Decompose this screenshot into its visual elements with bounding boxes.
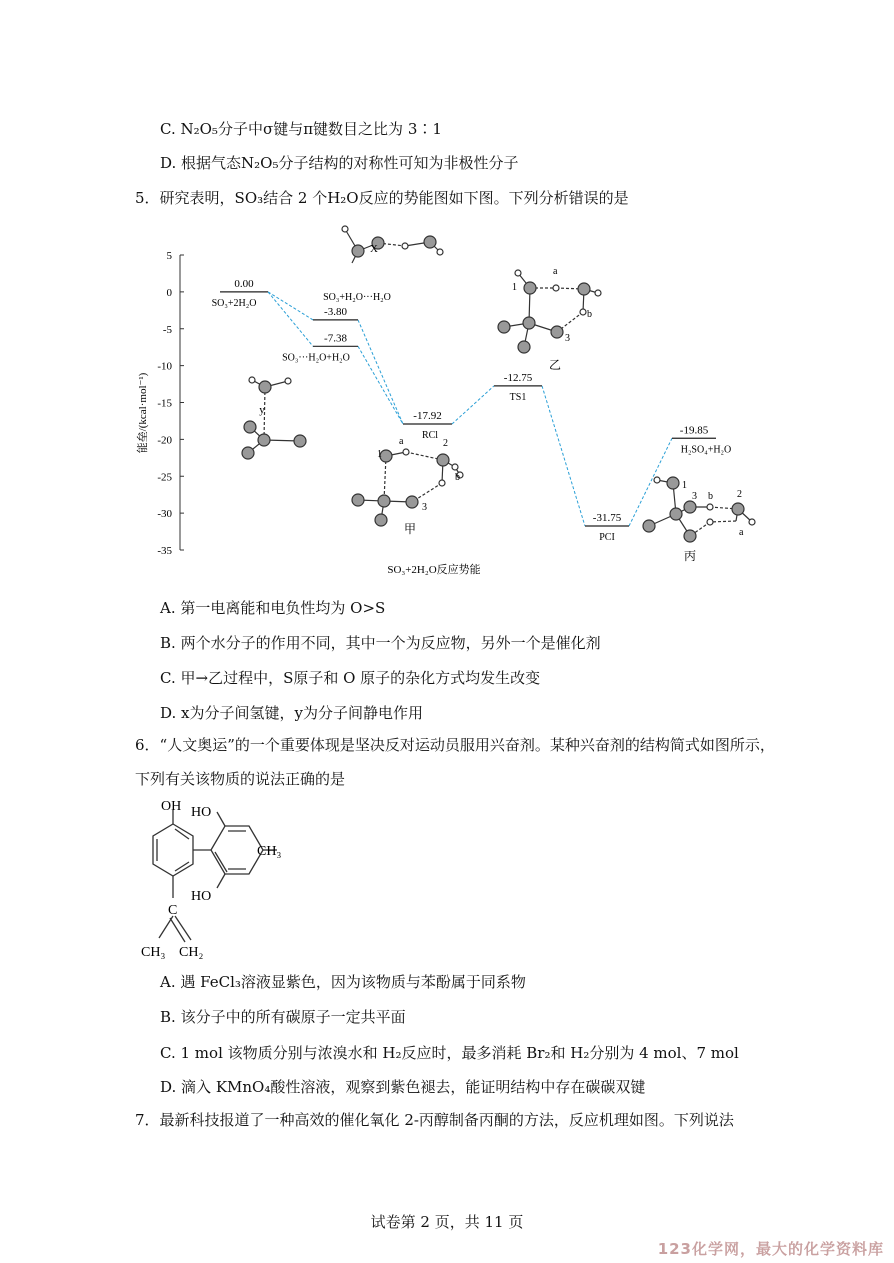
q6-option-d: D. 滴入 KMnO₄酸性溶液，观察到紫色褪去，能证明结构中存在碳碳双键: [160, 1078, 646, 1096]
level-label: RCl: [421, 430, 439, 442]
bing-caption: 丙: [683, 549, 697, 563]
y-tick-label: -15: [157, 397, 172, 410]
molecule-x-complex: [342, 226, 443, 263]
y-axis-label: 能垒/(kcal·mol⁻¹): [137, 372, 149, 454]
page-footer: 试卷第 2 页，共 11 页: [370, 1213, 524, 1231]
energy-value: -3.80: [324, 305, 347, 318]
q5-option-b: B. 两个水分子的作用不同，其中一个为反应物，另外一个是催化剂: [160, 634, 601, 652]
level-label: H₂SO₄+H₂O: [680, 444, 732, 456]
bing-label-b: b: [708, 491, 713, 502]
jia-label-1: 1: [377, 449, 382, 460]
molecule-y-complex: [242, 377, 306, 459]
chart-title: SO₃+2H₂O反应势能: [387, 564, 481, 576]
bing-label-a: a: [739, 527, 744, 538]
ho-lower-label: HO: [191, 889, 212, 904]
jia-label-b: b: [455, 472, 460, 483]
bond-label-x: X: [370, 243, 378, 255]
level-connector: [268, 292, 313, 346]
energy-value: -31.75: [592, 512, 622, 525]
level-label: SO₃···H₂O+H₂O: [282, 352, 350, 364]
q6-option-a: A. 遇 FeCl₃溶液显紫色，因为该物质与苯酚属于同系物: [160, 973, 526, 991]
energy-value: -7.38: [324, 332, 347, 345]
level-connector: [268, 292, 313, 320]
energy-value: -19.85: [679, 424, 709, 437]
y-tick-label: -20: [157, 434, 172, 447]
level-label: PCI: [599, 532, 615, 544]
q4-option-c: C. N₂O₅分子中σ键与π键数目之比为 3∶1: [160, 120, 442, 138]
q5-option-c: C. 甲→乙过程中，S原子和 O 原子的杂化方式均发生改变: [160, 669, 541, 687]
energy-value: -17.92: [413, 410, 442, 423]
ho-upper-label: HO: [191, 805, 212, 820]
jia-label-a: a: [399, 436, 404, 447]
q4-option-d: D. 根据气态N₂O₅分子结构的对称性可知为非极性分子: [160, 154, 519, 172]
jia-label-3: 3: [422, 502, 427, 513]
q6-option-b: B. 该分子中的所有碳原子一定共平面: [160, 1008, 406, 1026]
bing-label-1: 1: [682, 480, 687, 491]
bing-label-3: 3: [692, 491, 697, 502]
energy-value: -12.75: [503, 371, 533, 384]
y-tick-label: -10: [157, 360, 172, 373]
level-connector: [542, 386, 585, 526]
q5-option-a: A. 第一电离能和电负性均为 O>S: [160, 599, 386, 617]
energy-value: 0.00: [234, 277, 254, 290]
watermark: 123化学网，最大的化学资料库: [657, 1240, 884, 1258]
ch3-label: CH₃: [257, 844, 282, 859]
c-label: C: [168, 903, 178, 918]
level-connector: [358, 346, 403, 424]
yi-label-b: b: [587, 309, 592, 320]
y-tick-label: 5: [166, 250, 172, 262]
q6-stem: 6．“人文奥运”的一个重要体现是坚决反对运动员服用兴奋剂。某种兴奋剂的结构简式如图所示，下列有关该物质的说法正确的是: [135, 736, 775, 788]
yi-caption: 乙: [548, 358, 562, 372]
y-tick-label: -30: [157, 508, 172, 521]
yi-label-3: 3: [565, 333, 570, 344]
level-label: SO₃+H₂O···H₂O: [323, 291, 391, 303]
ch3-bottom-label: CH₃: [141, 945, 166, 960]
potential-energy-chart: [0, 215, 894, 585]
y-tick-label: 0: [166, 286, 172, 299]
level-connector: [452, 386, 494, 424]
ch2-label: CH₂: [179, 945, 204, 960]
q5-stem: 5．研究表明，SO₃结合 2 个H₂O反应的势能图如下图。下列分析错误的是: [135, 189, 629, 207]
y-axis: [157, 250, 184, 557]
bing-label-2: 2: [737, 489, 742, 500]
level-connector: [358, 320, 403, 424]
y-tick-label: -5: [162, 323, 172, 336]
q6-option-c: C. 1 mol 该物质分别与浓溴水和 H₂反应时，最多消耗 Br₂和 H₂分别为 4 mol、7 mol: [160, 1044, 739, 1062]
energy-levels: [212, 278, 732, 543]
yi-label-1: 1: [512, 282, 517, 293]
level-label: TS1: [509, 391, 527, 403]
y-tick-label: -25: [157, 471, 172, 484]
y-tick-label: -35: [157, 545, 172, 557]
q5-option-d: D. x为分子间氢键，y为分子间静电作用: [160, 704, 423, 722]
bond-label-y: y: [259, 404, 265, 416]
level-label: SO₃+2H₂O: [211, 297, 257, 309]
stimulant-structure: [135, 796, 305, 966]
yi-label-a: a: [553, 266, 558, 277]
jia-label-2: 2: [443, 438, 448, 449]
jia-caption: 甲: [403, 522, 417, 536]
molecule-jia: [352, 449, 463, 526]
q7-stem: 7．最新科技报道了一种高效的催化氧化 2-丙醇制备丙酮的方法，反应机理如图。下列说法: [135, 1111, 734, 1129]
oh-top-label: OH: [161, 799, 182, 814]
